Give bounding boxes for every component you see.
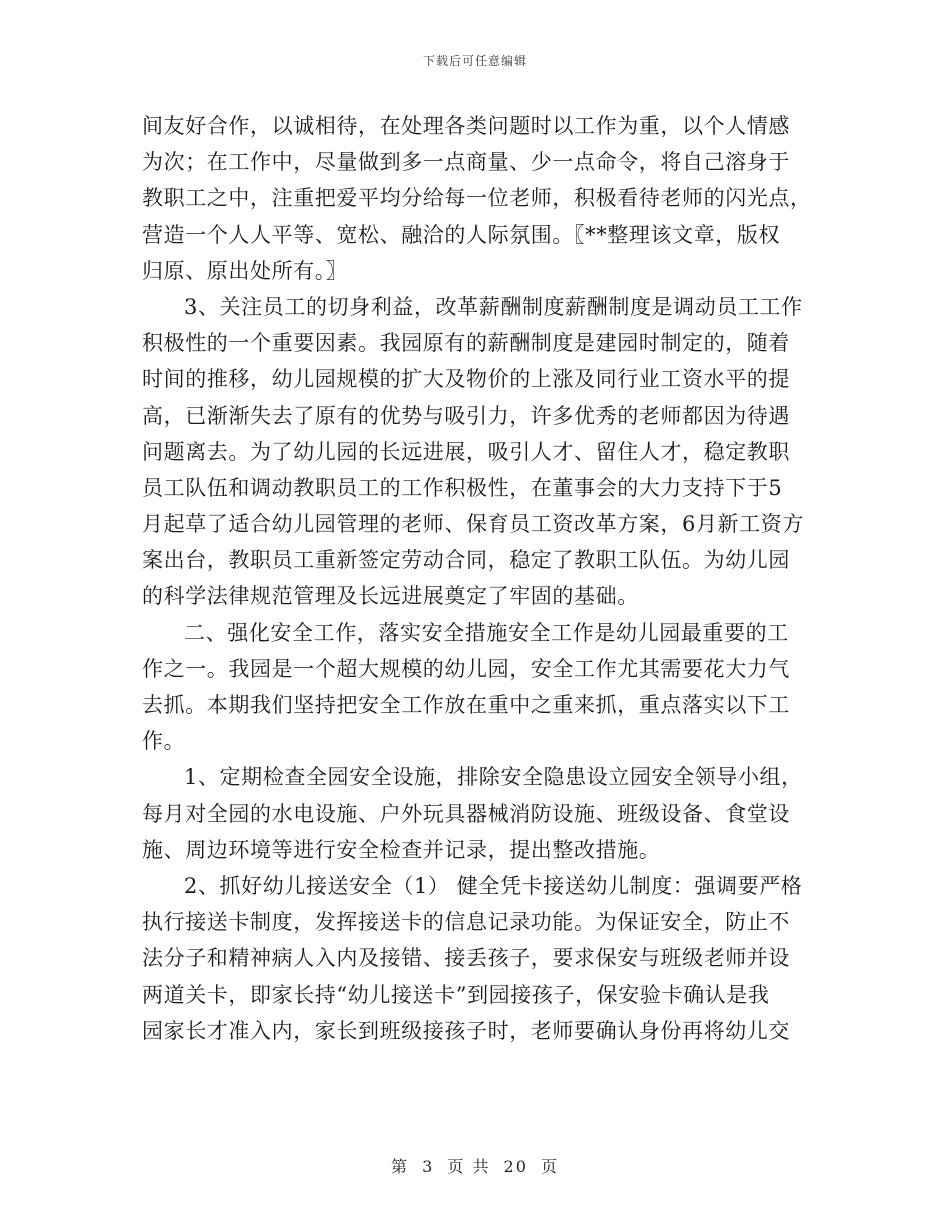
text-line: 员工队伍和调动教职员工的工作积极性，在董事会的大力支持下于5	[142, 475, 783, 500]
page-footer	[0, 1154, 950, 1177]
document-body	[142, 108, 810, 1049]
text-line: 的科学法律规范管理及长远进展奠定了牢固的基础。	[142, 584, 639, 609]
text-line: 园家长才准入内，家长到班级接孩子时，老师要确认身份再将幼儿交	[142, 1018, 790, 1043]
text-line: 二、强化安全工作，落实安全措施安全工作是幼儿园最重要的工	[184, 620, 789, 645]
text-line: 为次；在工作中，尽量做到多一点商量、少一点命令，将自己溶身于	[142, 150, 790, 175]
text-line: 2、抓好幼儿接送安全（1） 健全凭卡接送幼儿制度：强调要严格	[184, 873, 803, 898]
text-line: 施、周边环境等进行安全检查并记录，提出整改措施。	[142, 837, 661, 862]
text-line: 间友好合作，以诚相待，在处理各类问题时以工作为重，以个人情感	[142, 114, 790, 138]
footer-total-pages: 20	[503, 1157, 528, 1176]
text-line: 月起草了适合幼儿园管理的老师、保育员工资改革方案，6月新工资方	[142, 512, 804, 537]
text-line: 案出台，教职员工重新签定劳动合同，稳定了教职工队伍。为幼儿园	[142, 548, 790, 573]
text-line: 问题离去。为了幼儿园的长远进展，吸引人才、留住人才，稳定教职	[142, 439, 790, 464]
text-line: 归原、原出处所有。〗	[142, 258, 348, 283]
text-line: 每月对全园的水电设施、户外玩具器械消防设施、班级设备、食堂设	[142, 801, 790, 826]
text-line: 积极性的一个重要因素。我园原有的薪酬制度是建园时制定的，随着	[142, 331, 790, 356]
text-line: 作。	[142, 729, 186, 754]
text-line: 1、定期检查全园安全设施，排除安全隐患设立园安全领导小组，	[184, 765, 803, 790]
text-line: 两道关卡，即家长持“幼儿接送卡”到园接孩子，保安验卡确认是我	[142, 982, 770, 1007]
footer-mid: 页 共	[447, 1157, 491, 1176]
footer-prefix: 第	[390, 1157, 409, 1176]
text-line: 作之一。我园是一个超大规模的幼儿园，安全工作尤其需要花大力气	[142, 656, 790, 681]
text-line: 营造一个人人平等、宽松、融洽的人际氛围。〖**整理该文章，版权	[142, 222, 781, 247]
page-header: 下载后可任意编辑	[422, 54, 527, 68]
text-line: 时间的推移，幼儿园规模的扩大及物价的上涨及同行业工资水平的提	[142, 367, 790, 392]
text-line: 教职工之中，注重把爱平均分给每一位老师，积极看待老师的闪光点，	[142, 186, 812, 211]
text-line: 3、关注员工的切身利益，改革薪酬制度薪酬制度是调动员工工作	[184, 294, 803, 319]
footer-suffix: 页	[541, 1157, 560, 1176]
footer-page-number: 3	[422, 1157, 435, 1176]
text-line: 去抓。本期我们坚持把安全工作放在重中之重来抓，重点落实以下工	[142, 693, 790, 717]
text-line: 执行接送卡制度，发挥接送卡的信息记录功能。为保证安全，防止不	[142, 910, 790, 935]
text-line: 法分子和精神病人入内及接错、接丢孩子，要求保安与班级老师并设	[142, 946, 790, 971]
text-line: 高，已渐渐失去了原有的优势与吸引力，许多优秀的老师都因为待遇	[142, 403, 790, 428]
